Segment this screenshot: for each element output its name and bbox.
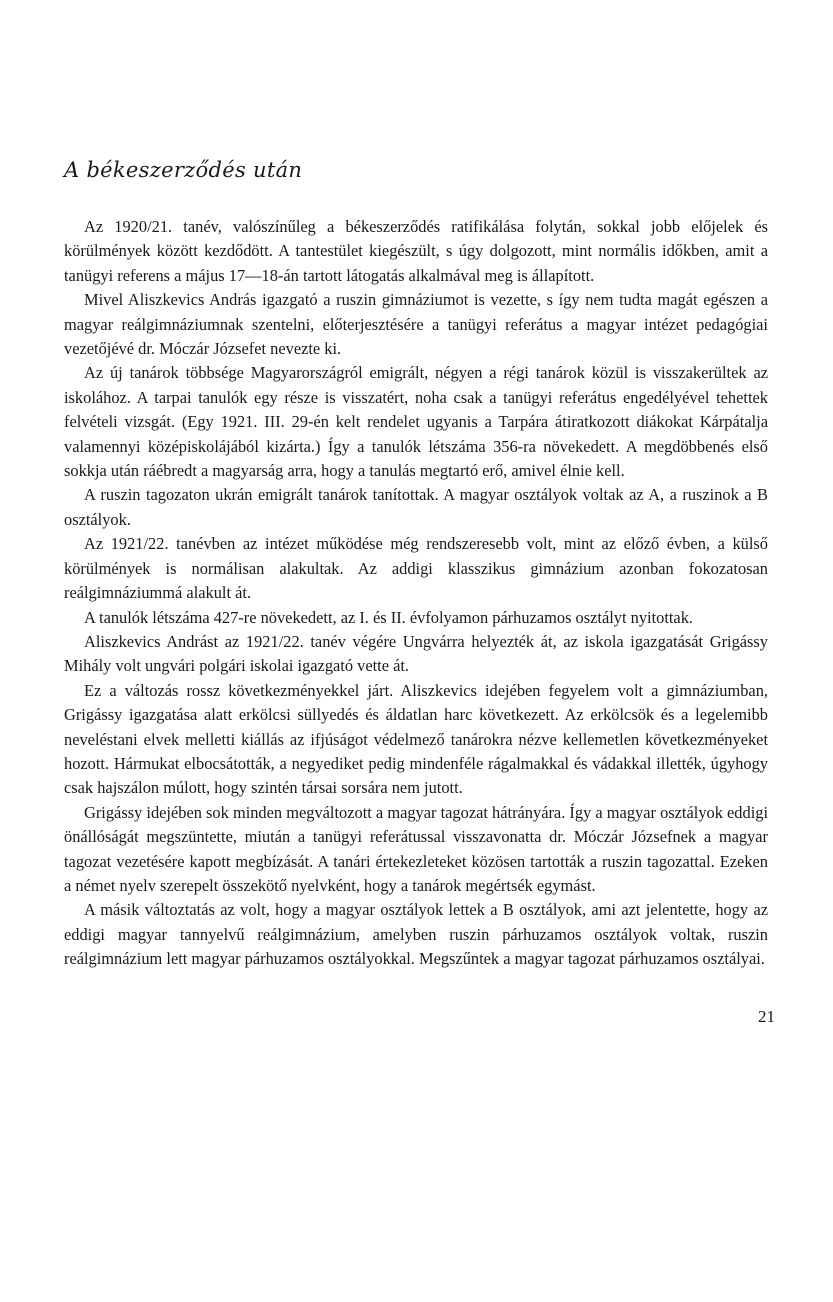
paragraph-1: Az 1920/21. tanév, valószínűleg a békeszerződés ratifikálása folytán, sokkal jobb előjelek és körülmények között kezdődött. A tantestület kiegészült, s úgy dolgozott, mint normális időkben, amit a tanügyi referens a május 17—18-án tartott látogatás alkalmával meg is állapított. [64,217,768,285]
paragraph-7: Aliszkevics Andrást az 1921/22. tanév végére Ungvárra helyezték át, az iskola igazgatását Grigássy Mihály volt ungvári polgári iskolai igazgató vette át. [64,631,768,676]
paragraph-3: Az új tanárok többsége Magyarországról emigrált, négyen a régi tanárok közül is visszakerültek az iskolához. A tarpai tanulók egy része is visszatért, noha csak a tanügyi referátus engedélyével tehettek felvételi vizsgát. (Egy 1921. III. 29-én kelt rendelet ugyanis a Tarpára átiratkozott diákokat Kárpátalja valamennyi középiskolájából kizárta.) Így a tanulók létszáma 356-ra növekedett. A megdöbbenés első sokkja után ráébredt a magyarság arra, hogy a tanulás megtartó erő, amivel élnie kell. [64,363,768,481]
paragraph-2: Mivel Aliszkevics András igazgató a ruszin gimnáziumot is vezette, s így nem tudta magát egészen a magyar reálgimnáziumnak szentelni, előterjesztésére a tanügyi referátus a magyar intézet pedagógiai vezetőjévé dr. Móczár Józsefet nevezte ki. [64,290,768,359]
chapter-title: A békeszerződés után [64,158,303,182]
paragraph-4: A ruszin tagozaton ukrán emigrált tanárok tanítottak. A magyar osztályok voltak az A, a ruszinok a B osztályok. [64,485,768,529]
book-page [64,158,768,972]
paragraph-5: Az 1921/22. tanévben az intézet működése még rendszeresebb volt, mint az előző évben, a külső körülmények is normálisan alakultak. Az addigi klasszikus gimnázium azonban fokozatosan reálgimnáziummá alakult át. [64,534,768,603]
paragraph-6: A tanulók létszáma 427-re növekedett, az I. és II. évfolyamon párhuzamos osztályt nyitottak. [84,607,693,627]
body-text [64,215,768,972]
paragraph-9: Grigássy idejében sok minden megváltozott a magyar tagozat hátrányára. Így a magyar osztályok eddigi önállóságát megszüntette, miután a tanügyi referátussal visszavonatta dr. Móczár Józsefnek a magyar tagozat vezetésére kapott megbízását. A tanári értekezleteket közösen tartották a ruszin tagozattal. Ezeken a német nyelv szerepelt összekötő nyelvként, hogy a tanárok megértsék egymást. [64,802,768,895]
page-number: 21 [758,1007,775,1026]
paragraph-10: A másik változtatás az volt, hogy a magyar osztályok lettek a B osztályok, ami azt jelentette, hogy az eddigi magyar tannyelvű reálgimnázium, amelyben ruszin párhuzamos osztályok voltak, ruszin reálgimnázium lett magyar párhuzamos osztályokkal. Megszűntek a magyar tagozat párhuzamos osztályai. [64,900,768,969]
paragraph-8: Ez a változás rossz következményekkel járt. Aliszkevics idejében fegyelem volt a gimnáziumban, Grigássy igazgatása alatt erkölcsi süllyedés és áldatlan harc következett. Az erkölcsök és a legelemibb neveléstani elvek melletti kiállás az ifjúságot védelmező tanárokra nézve kellemetlen következményeket hozott. Hármukat elbocsátották, a negyediket pedig mindenféle rágalmakkal és vádakkal illették, úgyhogy csak hajszálon múlott, hogy szintén társai sorsára nem jutott. [64,680,768,798]
